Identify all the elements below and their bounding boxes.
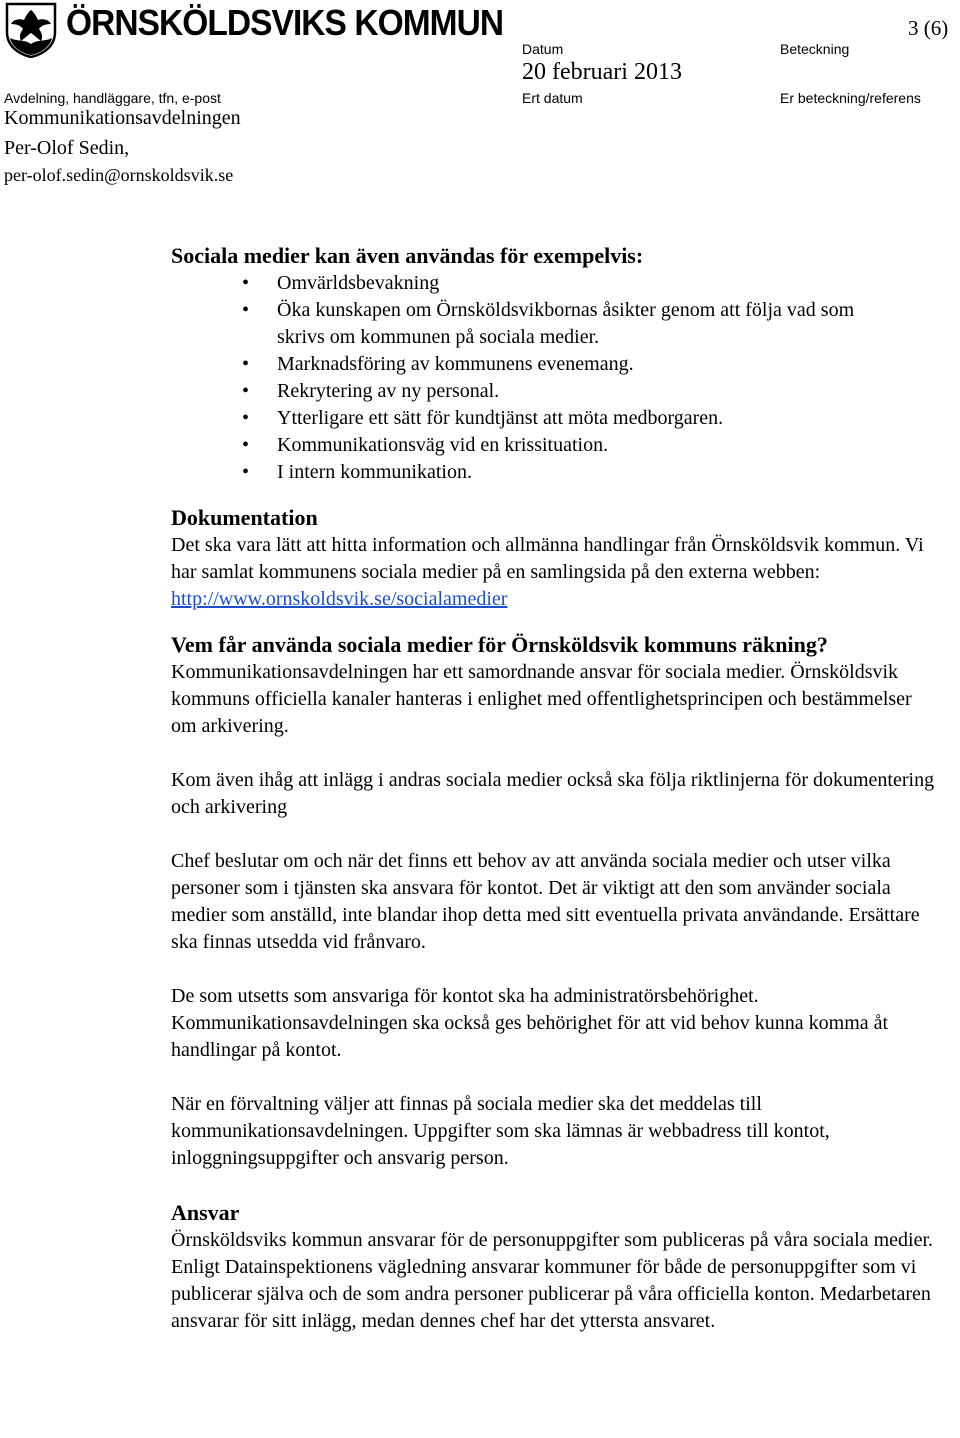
your-reference-label: Er beteckning/referens (780, 90, 921, 106)
list-item: • Marknadsföring av kommunens evenemang. (171, 351, 941, 378)
your-date-label: Ert datum (522, 90, 583, 106)
bullet-icon: • (242, 407, 250, 429)
ansvar-heading: Ansvar (171, 1200, 240, 1225)
usage-list (171, 270, 941, 486)
coat-of-arms-logo (4, 2, 58, 58)
list-item: • Ytterligare ett sätt för kundtjänst att möta medborgaren. (171, 405, 941, 432)
sender-label: Avdelning, handläggare, tfn, e-post (4, 90, 221, 106)
sender-department: Kommunikationsavdelningen (4, 107, 241, 129)
paragraph: Kom även ihåg att inlägg i andras sociala medier också ska följa riktlinjerna för dokumentering och arkivering (171, 769, 935, 818)
bullet-icon: • (242, 380, 250, 402)
sender-name: Per-Olof Sedin, (4, 137, 130, 159)
paragraph: När en förvaltning väljer att finnas på sociala medier ska det meddelas till kommunikationsavdelningen. Uppgifter som ska lämnas är webbadress till kontot, inloggningsuppgifter och ansvarig person. (171, 1093, 830, 1169)
list-item: • Öka kunskapen om Örnsköldsvikbornas åsikter genom att följa vad som skrivs om kommunen på sociala medier. (242, 299, 855, 348)
dokumentation-text: Det ska vara lätt att hitta information och allmänna handlingar från Örnsköldsvik kommun. Vi har samlat kommunens sociala medier på en samlingsida på den externa webben: http://www.ornskoldsvik.se/socialamedier (171, 534, 924, 610)
date-label: Datum (522, 41, 564, 57)
paragraph: Kommunikationsavdelningen har ett samordnande ansvar för sociala medier. Örnsköldsvik kommuns officiella kanaler hanteras i enlighet med offentlighetsprincipen och bestämmelser om arkivering. (171, 661, 912, 737)
sender-email: per-olof.sedin@ornskoldsvik.se (4, 165, 234, 185)
list-item: • I intern kommunikation. (171, 459, 941, 486)
page-number: 3 (6) (908, 16, 949, 40)
bullet-icon: • (242, 434, 250, 456)
social-media-link[interactable]: http://www.ornskoldsvik.se/socialamedier (171, 588, 508, 610)
list-item: • Omvärldsbevakning (171, 270, 941, 297)
document-body (171, 242, 941, 1335)
bullet-icon: • (242, 299, 250, 321)
organization-name: ÖRNSKÖLDSVIKS KOMMUN (66, 2, 504, 43)
vem-heading: Vem får använda sociala medier för Örnsköldsvik kommuns räkning? (171, 632, 828, 657)
paragraph: Chef beslutar om och när det finns ett behov av att använda sociala medier och utser vilka personer som i tjänsten ska ansvara för kontot. Det är viktigt att den som använder sociala medier som anställd, inte blandar ihop detta med sitt eventuella privata användande. Ersättare ska finnas utsedda vid frånvaro. (171, 850, 920, 953)
document-date: 20 februari 2013 (522, 59, 682, 85)
list-item: • Kommunikationsväg vid en krissituation. (171, 432, 941, 459)
bullet-icon: • (242, 461, 250, 483)
bullet-icon: • (242, 353, 250, 375)
reference-label: Beteckning (780, 41, 850, 57)
intro-heading: Sociala medier kan även användas för exempelvis: (171, 243, 644, 268)
list-item: • Rekrytering av ny personal. (171, 378, 941, 405)
ansvar-text: Örnsköldsviks kommun ansvarar för de personuppgifter som publiceras på våra sociala medier. Enligt Datainspektionens vägledning ansvarar kommuner för både de personuppgifter som vi publicerar själva och de som andra personer publicerar på våra officiella konton. Medarbetaren ansvarar för sitt inlägg, medan dennes chef har det yttersta ansvaret. (171, 1229, 934, 1332)
dokumentation-heading: Dokumentation (171, 505, 318, 530)
bullet-icon: • (242, 272, 250, 294)
paragraph: De som utsetts som ansvariga för kontot ska ha administratörsbehörighet. Kommunikationsavdelningen ska också ges behörighet för att vid behov kunna komma åt handlingar på kontot. (171, 985, 889, 1061)
